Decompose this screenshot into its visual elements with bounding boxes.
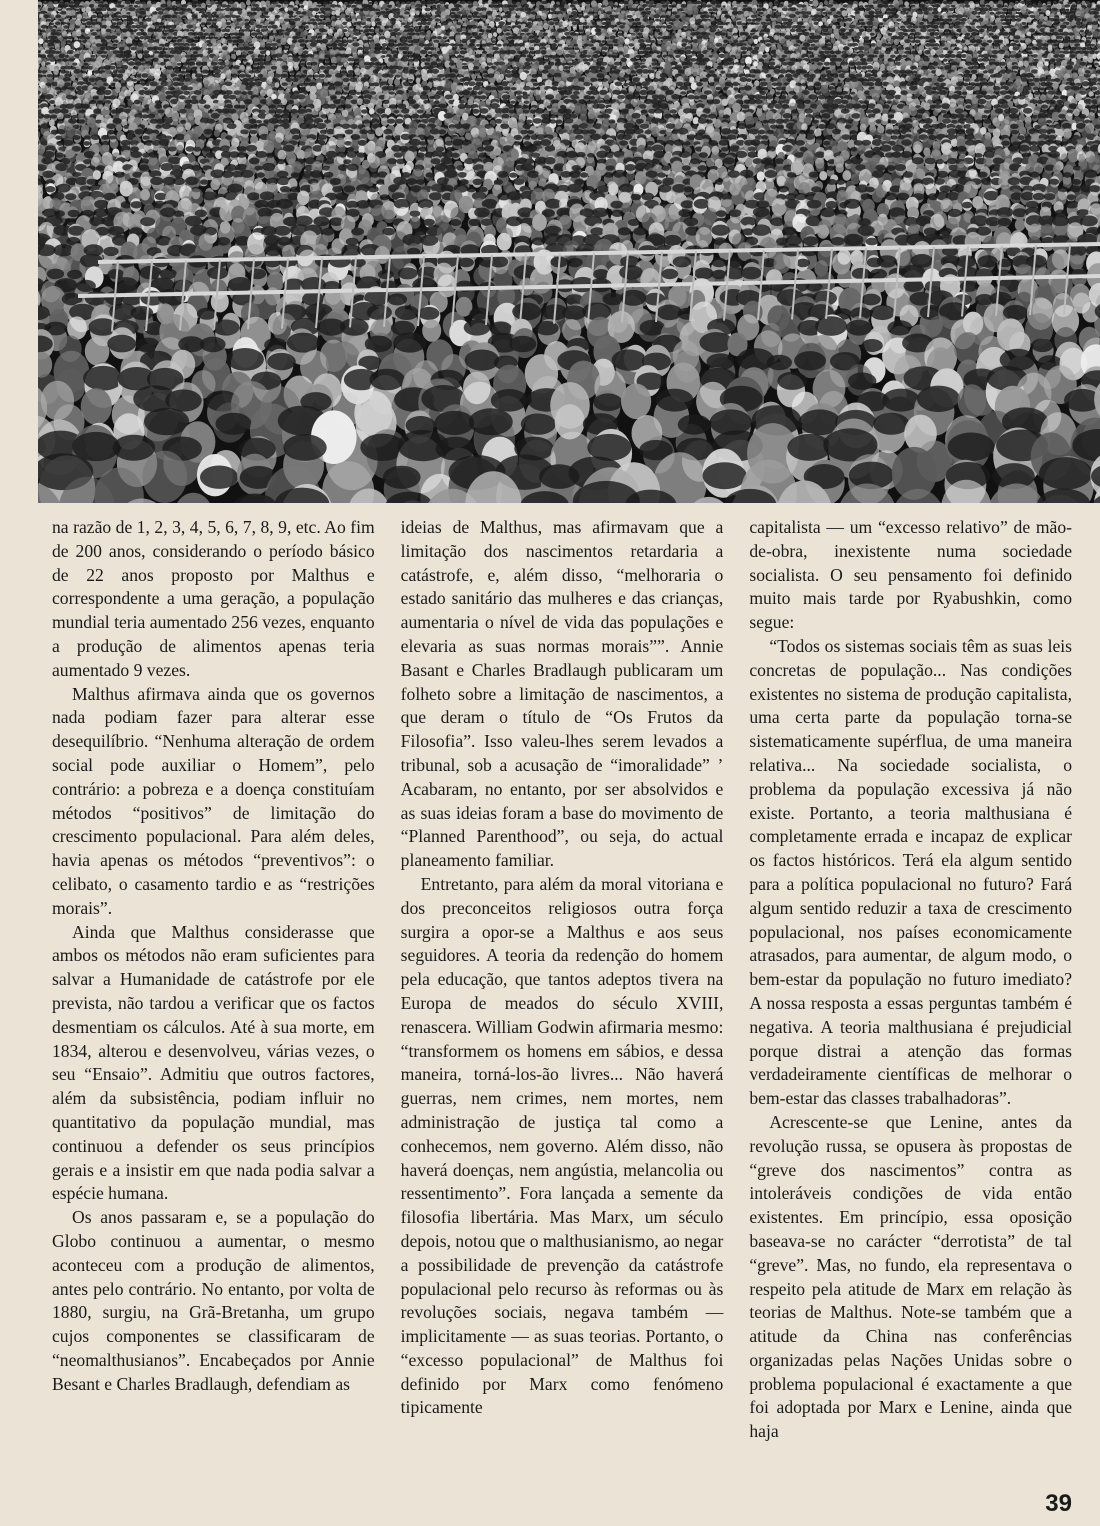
- column-2: [401, 516, 724, 1466]
- column-3: [749, 516, 1072, 1466]
- crowd-photo: [38, 0, 1100, 503]
- paragraph: Acrescente-se que Lenine, antes da revolução russa, se opusera às propostas de “greve dos nascimentos” contra as intoleráveis condições de vida então existentes. Em princípio, essa oposição baseava-se no carácter “derrotista” de tal “greve”. Mas, no fundo, ela representava o respeito pela atitude de Marx em relação às teorias de Malthus. Note-se também que a atitude da China nas conferências organizadas pelas Nações Unidas sobre o problema populacional é exactamente a que foi adoptada por Marx e Lenine, ainda que haja: [749, 1111, 1073, 1442]
- paragraph: capitalista — um “excesso relativo” de mão-de-obra, inexistente numa sociedade socialista. O seu pensamento foi definido muito mais tarde por Ryabushkin, como segue:: [749, 517, 1073, 633]
- paragraph: Ainda que Malthus considerasse que ambos os métodos não eram suficientes para salvar a Humanidade de catástrofe por ele prevista, não tardou a verificar que os factos desmentiam os cálculos. Até à sua morte, em 1834, alterou e desenvolveu, várias vezes, o seu “Ensaio”. Admitiu que outros factores, além da subsistência, podiam influir no quantitativo da população mundial, mas continuou a defender os seus princípios gerais e a insistir em que nada podia salvar a espécie humana.: [52, 921, 375, 1204]
- paragraph: Malthus afirmava ainda que os governos nada podiam fazer para alterar esse desequilíbrio. “Nenhuma alteração de ordem social pode auxiliar o Homem”, pelo contrário: a pobreza e a doença constituíam métodos “positivos” de limitação do crescimento populacional. Para além deles, havia apenas os métodos “preventivos”: o celibato, o casamento tardio e as “restrições morais”.: [52, 683, 375, 918]
- crowd-photo-icon: [38, 0, 1100, 503]
- paragraph: Os anos passaram e, se a população do Globo continuou a aumentar, o mesmo aconteceu com a produção de alimentos, antes pelo contrário. No entanto, por volta de 1880, surgiu, na Grã-Bretanha, um grupo cujos componentes se classificaram de “neomalthusianos”. Encabeçados por Annie Besant e Charles Bradlaugh, defendiam as: [52, 1207, 375, 1394]
- paragraph: Entretanto, para além da moral vitoriana e dos preconceitos religiosos outra força surgira a opor-se a Malthus e aos seus seguidores. A teoria da redenção do homem pela educação, que tantos adeptos tivera na Europa de meados do século XVIII, renascera. William Godwin afirmaria mesmo: “transformem os homens em sábios, e dessa maneira, torná-los-ão livres... Não haverá guerras, nem crimes, nem mortes, nem administração de justiça tal como a conhecemos, nem governo. Além disso, não haverá doenças, nem angústia, melancolia ou ressentimento”. Fora lançada a semente da filosofia libertária. Mas Marx, um século depois, notou que o malthusianismo, ao negar a possibilidade de prevenção da catástrofe populacional pelo recurso às reformas ou às revoluções sociais, negava também — implicitamente — as suas teorias. Portanto, o “excesso populacional” de Malthus foi definido por Marx como fenómeno tipicamente: [400, 873, 724, 1418]
- column-1: [52, 516, 375, 1466]
- paragraph: ideias de Malthus, mas afirmavam que a limitação dos nascimentos retardaria a catástrofe, e, além disso, “melhoraria o estado sanitário das mulheres e das crianças, aumentaria o nível de vida das populações e elevaria as suas normas morais””. Annie Basant e Charles Bradlaugh publicaram um folheto sobre a limitação de nascimentos, a que deram o título de “Os Frutos da Filosofia”. Isso valeu-lhes serem levados a tribunal, sob a acusação de “imoralidade” ’ Acabaram, no entanto, por ser absolvidos e as suas ideias foram a base do movimento de “Planned Parenthood”, ou seja, do actual planeamento familiar.: [400, 517, 724, 871]
- page-number: 39: [1045, 1490, 1072, 1517]
- paragraph: “Todos os sistemas sociais têm as suas leis concretas de população... Nas condições existentes no sistema de produção capitalista, uma certa parte da população torna-se sistematicamente supérflua, de uma maneira relativa... Na sociedade socialista, o problema da população excessiva já não existe. Portanto, a teoria malthusiana é completamente errada e incapaz de explicar os factos históricos. Terá ela algum sentido para a política populacional no futuro? Fará algum sentido reduzir a taxa de crescimento populacional, nos países economicamente atrasados, para aumentar, de algum modo, o bem-estar da população no futuro imediato? A nossa resposta a essas perguntas também é negativa. A teoria malthusiana é prejudicial porque distrai a atenção das formas verdadeiramente científicas de melhorar o bem-estar das classes trabalhadoras”.: [749, 635, 1073, 1109]
- article-body: [52, 516, 1072, 1466]
- paragraph: na razão de 1, 2, 3, 4, 5, 6, 7, 8, 9, etc. Ao fim de 200 anos, considerando o período básico de 22 anos proposto por Malthus e correspondente a uma geração, a população mundial teria aumentado 256 vezes, enquanto a produção de alimentos apenas teria aumentado 9 vezes.: [52, 517, 375, 680]
